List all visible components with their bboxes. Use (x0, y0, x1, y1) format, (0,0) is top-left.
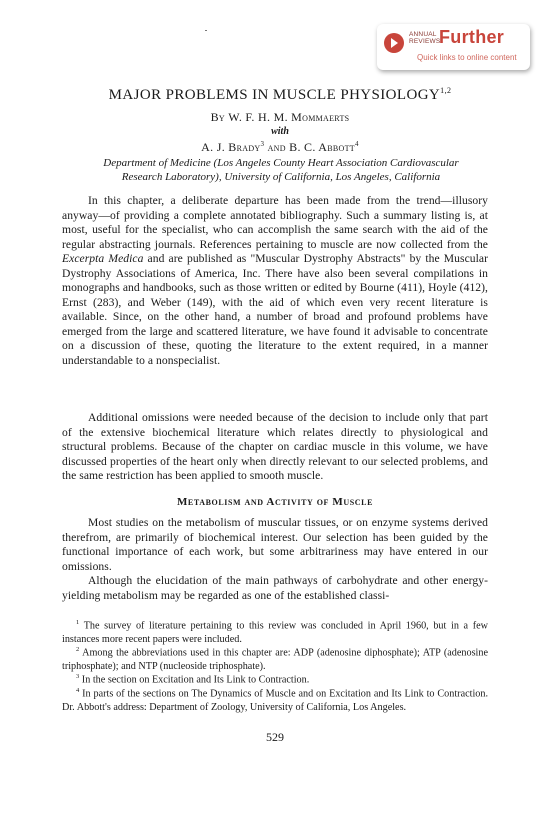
paragraph-3: Most studies on the metabolism of muscular tissues, or on enzyme systems derived therefrom, are primarily of biochemical interest. Our selection has been guided by the functional importance of each work, but some arbitrariness may have entered in our omissions. (62, 516, 488, 573)
footnote-mark: 2 (76, 646, 80, 653)
footnote-mark: 1 (76, 619, 80, 626)
co-authors (60, 140, 500, 155)
scan-speck (205, 30, 207, 31)
affiliation-line-1: Department of Medicine (Los Angeles County Heart Association Cardiovascular (103, 157, 459, 169)
footnote-text: In the section on Excitation and Its Link to Contraction. (81, 674, 310, 686)
paragraph-1-part-a: In this chapter, a deliberate departure has been made from the trend—illusory anyway—of providing a complete annotated bibliography. Such a summary listing is, at most, useful for the specialist, who can accomplish the same search with the aid of the regular abstracting journals. References pertaining to muscle are now collected from the (62, 194, 488, 251)
coauthor-abbott-mark: 4 (355, 140, 359, 148)
footnote-1 (62, 616, 488, 646)
quick-links-label: Quick links to online content (417, 53, 517, 62)
footnote-4 (62, 684, 488, 714)
footnote-text: In parts of the sections on The Dynamics of Muscle and on Excitation and Its Link to Contraction. Dr. Abbott's address: Department of Zoology, University of California, Los Angeles. (62, 688, 489, 713)
paragraph-1 (62, 194, 488, 369)
article-title (60, 86, 500, 104)
affiliation (86, 156, 476, 184)
annual-reviews-further-badge[interactable] (377, 24, 530, 70)
footnote-2 (62, 643, 488, 673)
section-heading: Metabolism and Activity of Muscle (176, 496, 374, 508)
paragraph-4: Although the elucidation of the main pathways of carbohydrate and other energy-yielding metabolism may be regarded as one of the established classi- (62, 574, 488, 602)
by-label: By (210, 110, 225, 124)
further-label: Further (439, 27, 505, 47)
author-name: W. F. H. M. Mommaerts (228, 110, 350, 124)
footnote-mark: 3 (76, 673, 80, 680)
paragraph-2: Additional omissions were needed because of the decision to include only that part of the extensive biochemical literature which relates directly to physiological and structural problems. Because of the chapter on cardiac muscle in this volume, we have discussed properties of the heart only when directly relevant to our selected problems, and the same restriction has been applied to smooth muscle. (62, 411, 488, 483)
coauthor-abbott: B. C. Abbott (289, 140, 355, 154)
footnote-text: Among the abbreviations used in this chapter are: ADP (adenosine diphosphate); ATP (adenosine triphosphate); and NTP (nucleoside triphosphate). (62, 647, 489, 672)
annual-reviews-logo-text (409, 31, 440, 45)
footnote-mark: 4 (76, 687, 80, 694)
affiliation-line-2: Research Laboratory), University of California, Los Angeles, California (121, 171, 441, 183)
title-footnote-marks: 1,2 (440, 86, 452, 95)
coauthor-brady-mark: 3 (260, 140, 265, 148)
logo-annual: ANNUAL (409, 31, 437, 38)
with-label: with (271, 126, 289, 137)
page-number: 529 (266, 730, 284, 744)
title-text: MAJOR PROBLEMS IN MUSCLE PHYSIOLOGY (108, 87, 441, 103)
footnote-text: The survey of literature pertaining to this review was concluded in April 1960, but in a few instances more recent papers were included. (62, 620, 488, 645)
play-arrow-icon (384, 33, 404, 53)
coauthor-brady: A. J. Brady (201, 140, 261, 154)
paragraph-1-part-b: and are published as "Muscular Dystrophy Abstracts" by the Muscular Dystrophy Associations of America, Inc. There have also been several compilations in monographs and handbooks, such as those written or edited by Bourne (411), Hoyle (412), Ernst (283), and Weber (149), with the aid of which even very recent literature is available. Since, on the other hand, a number of broad and profound problems have emerged from the large and scattered literature, we have found it advisable to concentrate on a discussion of these, quoting the literature to the extent required, in a manner understandable to a nonspecialist. (62, 252, 489, 368)
logo-reviews: REVIEWS (409, 38, 441, 45)
and-label: and (267, 140, 286, 154)
primary-author (60, 110, 500, 125)
excerpta-medica-title: Excerpta Medica (62, 252, 144, 266)
